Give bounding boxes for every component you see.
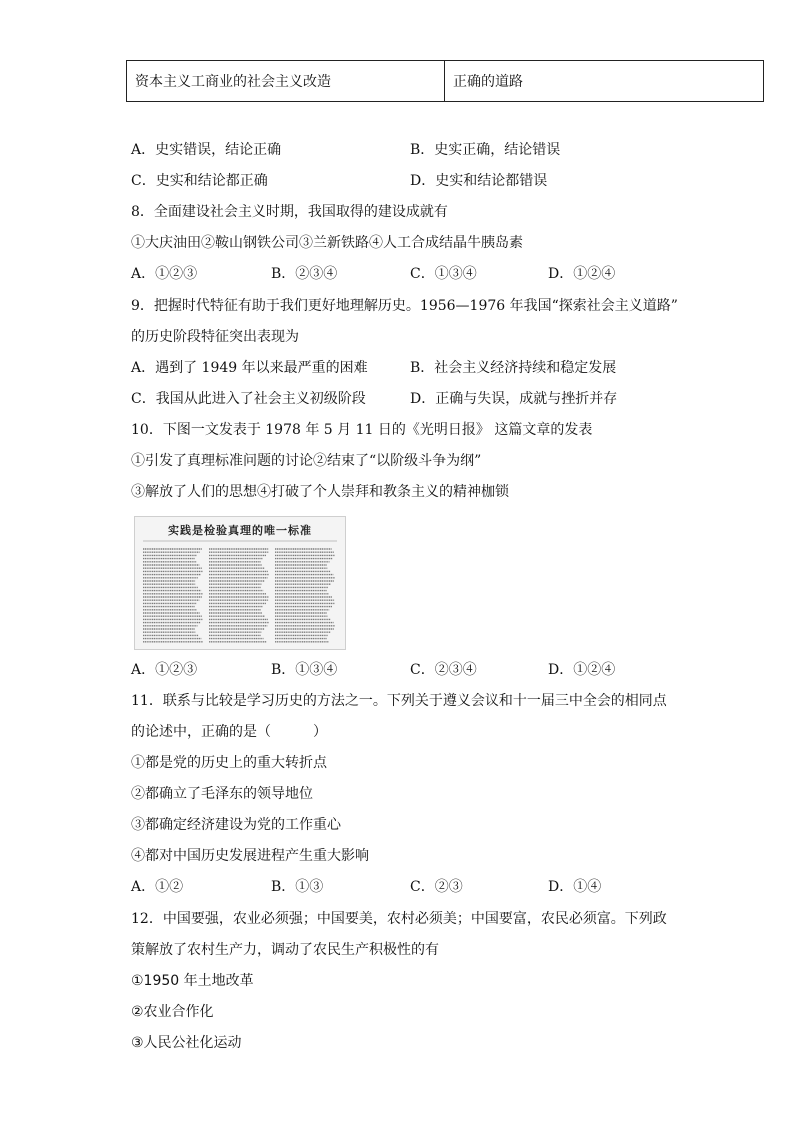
q12-stem-line1: 12．中国要强，农业必须强；中国要美，农村必须美；中国要富，农民必须富。下列政 <box>131 911 667 927</box>
q7-option-d: D．史实和结论都错误 <box>410 173 548 189</box>
q10-items-line1: ①引发了真理标准问题的讨论②结束了“以阶级斗争为纲” <box>131 453 482 469</box>
q9-option-c: C．我国从此进入了社会主义初级阶段 <box>131 391 366 407</box>
q11-item-1: ①都是党的历史上的重大转折点 <box>131 755 327 771</box>
q11-item-3: ③都确定经济建设为党的工作重心 <box>131 817 341 833</box>
q11-option-c: C．②③ <box>410 879 463 895</box>
q8-option-a: A．①②③ <box>131 266 198 282</box>
q8-option-b: B．②③④ <box>271 266 338 282</box>
q10-option-d: D．①②④ <box>548 662 616 678</box>
q11-option-b: B．①③ <box>271 879 324 895</box>
q9-stem-line2: 的历史阶段特征突出表现为 <box>131 329 299 345</box>
newspaper-text-columns <box>135 517 345 649</box>
newspaper-headline: 实践是检验真理的唯一标准 <box>168 524 312 537</box>
q10-option-c: C．②③④ <box>410 662 477 678</box>
q9-option-b: B．社会主义经济持续和稳定发展 <box>410 360 617 376</box>
q11-stem-line2: 的论述中，正确的是（ ） <box>131 724 327 740</box>
q10-items-line2: ③解放了人们的思想④打破了个人崇拜和教条主义的精神枷锁 <box>131 484 509 500</box>
q11-item-4: ④都对中国历史发展进程产生重大影响 <box>131 848 369 864</box>
q7-option-c: C．史实和结论都正确 <box>131 173 268 189</box>
q9-option-a: A．遇到了 1949 年以来最严重的困难 <box>131 360 368 376</box>
q11-option-d: D．①④ <box>548 879 602 895</box>
comparison-table <box>126 60 764 102</box>
q11-stem-line1: 11．联系与比较是学习历史的方法之一。下列关于遵义会议和十一届三中全会的相同点 <box>131 693 667 709</box>
q10-option-b: B．①③④ <box>271 662 338 678</box>
newspaper-article-image <box>134 516 346 650</box>
q10-option-a: A．①②③ <box>131 662 198 678</box>
q11-item-2: ②都确立了毛泽东的领导地位 <box>131 786 313 802</box>
q7-option-a: A．史实错误，结论正确 <box>131 142 282 158</box>
q10-stem: 10．下图一文发表于 1978 年 5 月 11 日的《光明日报》 这篇文章的发表 <box>131 422 593 438</box>
q8-items: ①大庆油田②鞍山钢铁公司③兰新铁路④人工合成结晶牛胰岛素 <box>131 235 523 251</box>
q11-option-a: A．①② <box>131 879 184 895</box>
q8-stem: 8．全面建设社会主义时期，我国取得的建设成就有 <box>131 204 448 220</box>
q12-stem-line2: 策解放了农村生产力，调动了农民生产积极性的有 <box>131 942 439 958</box>
q7-option-b: B．史实正确，结论错误 <box>410 142 561 158</box>
q9-option-d: D．正确与失误，成就与挫折并存 <box>410 391 618 407</box>
q8-option-d: D．①②④ <box>548 266 616 282</box>
table-cell-event: 资本主义工商业的社会主义改造 <box>127 61 445 101</box>
q12-item-1: ①1950 年土地改革 <box>131 973 254 989</box>
table-cell-conclusion: 正确的道路 <box>453 74 523 90</box>
q12-item-3: ③人民公社化运动 <box>131 1035 242 1051</box>
q12-item-2: ②农业合作化 <box>131 1004 214 1020</box>
q9-stem-line1: 9．把握时代特征有助于我们更好地理解历史。1956—1976 年我国“探索社会主义道路” <box>131 298 678 314</box>
q8-option-c: C．①③④ <box>410 266 477 282</box>
